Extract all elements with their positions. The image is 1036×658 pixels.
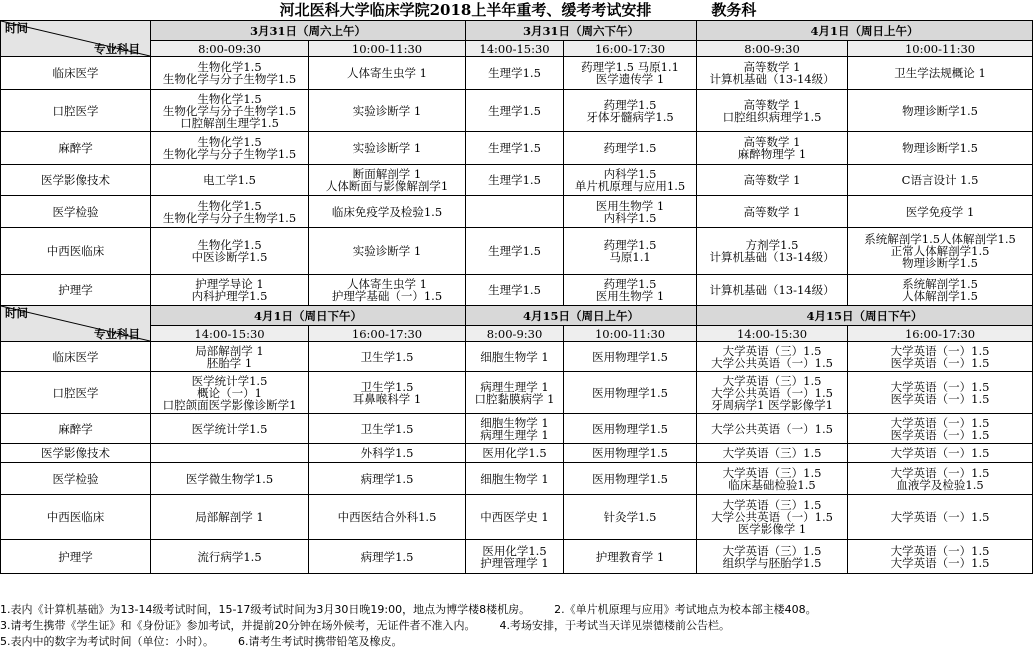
major-row [1,57,1033,90]
exam-cell [564,495,697,540]
note-6: 6.请考生考试时携带铅笔及橡皮。 [238,635,403,648]
exam-cell [151,228,309,275]
exam-subject: 计算机基础（13-14级） [709,72,835,86]
exam-subject: 实验诊断学 1 [352,141,422,155]
major-row [1,90,1033,132]
exam-subject: 高等数学 1 [743,60,801,74]
day-header: 4月15日（周日上午） [466,306,697,326]
department-text: 教务科 [711,1,757,19]
exam-subject: 单片机原理与应用1.5 [574,179,686,193]
note-4: 4.考场安排，于考试当天详见崇德楼前公告栏。 [499,619,730,632]
exam-subject: 医学微生物学1.5 [185,471,274,486]
exam-subject: 医学统计学1.5 [191,373,268,388]
exam-cell [466,342,564,372]
exam-cell [697,165,848,196]
exam-subject: 卫生学1.5 [360,379,414,394]
exam-subject: 系统解剖学1.5人体解剖学1.5 [864,232,1016,246]
exam-cell [151,165,309,196]
exam-cell [151,275,309,306]
exam-subject: 生物化学1.5 [197,238,262,252]
day-header: 3月31日（周六下午） [466,21,697,41]
exam-subject: 大学公共英语（一）1.5 [711,510,833,524]
exam-cell [466,275,564,306]
exam-subject: 医学遗传学 1 [595,72,665,86]
exam-subject: 生理学1.5 [488,173,541,187]
exam-subject: 中医诊断学1.5 [191,250,268,264]
day-header: 4月1日（周日下午） [151,306,466,326]
exam-subject: 内科学1.5 [603,210,657,225]
exam-cell [466,228,564,275]
exam-cell [848,414,1033,444]
exam-cell [466,196,564,228]
exam-subject: 物理诊断学1.5 [902,256,978,270]
day-header: 4月15日（周日下午） [697,306,1033,326]
exam-cell [848,372,1033,414]
exam-subject: 护理教育学 1 [595,549,665,564]
major-name: 医学检验 [1,463,151,495]
exam-subject: 大学公共英语（一）1.5 [711,421,833,436]
time-major-corner [1,306,151,342]
day-header-row [1,21,1033,41]
exam-cell [466,372,564,414]
exam-cell [697,372,848,414]
exam-subject: 病理学1.5 [360,471,414,486]
exam-subject: 医用化学1.5 [482,543,547,558]
exam-subject: 大学英语（一）1.5 [890,465,990,480]
exam-cell [309,275,466,306]
exam-cell [466,463,564,495]
corner-time-label: 时间 [5,306,28,320]
exam-subject: 局部解剖学 1 [195,343,264,358]
exam-cell [848,495,1033,540]
exam-cell [466,444,564,463]
exam-subject: 计算机基础（13-14级） [709,283,835,297]
exam-cell [309,165,466,196]
exam-cell [151,196,309,228]
major-name: 护理学 [1,540,151,574]
exam-cell [848,57,1033,90]
exam-subject: 生物化学与分子生物学1.5 [162,72,297,86]
exam-subject: 方剂学1.5 [745,238,799,252]
exam-cell [151,444,309,463]
exam-subject: 医用物理学1.5 [592,349,668,364]
exam-subject: 中西医结合外科1.5 [337,510,437,524]
exam-cell [564,228,697,275]
exam-subject: 护理学基础（一）1.5 [331,289,443,303]
exam-cell [151,372,309,414]
exam-cell [564,165,697,196]
exam-subject: 医学免疫学 1 [905,204,975,219]
major-row [1,275,1033,306]
major-row [1,228,1033,275]
day-header: 4月1日（周日上午） [697,21,1033,41]
exam-cell [151,414,309,444]
exam-subject: 生物化学1.5 [197,91,262,106]
exam-subject: 外科学1.5 [360,446,414,460]
schedule-table [0,20,1033,574]
exam-cell [848,90,1033,132]
exam-subject: 物理诊断学1.5 [902,141,978,155]
exam-subject: 生物化学1.5 [197,198,262,213]
exam-subject: 大学英语（一）1.5 [890,510,990,524]
exam-cell [697,342,848,372]
exam-subject: 物理诊断学1.5 [902,103,978,118]
exam-subject: 卫生学1.5 [360,349,414,364]
time-slot: 8:00-9:30 [466,326,564,342]
time-slot: 14:00-15:30 [151,326,309,342]
exam-cell [697,132,848,165]
note-5: 5.表内中的数字为考试时间（单位：小时）。 [0,635,214,648]
exam-cell [564,275,697,306]
exam-subject: 药理学1.5 [603,277,657,291]
exam-cell [309,90,466,132]
exam-subject: 高等数学 1 [743,173,801,187]
exam-subject: 人体寄生虫学 1 [347,277,427,291]
exam-subject: 医学英语（一）1.5 [890,427,990,442]
exam-cell [466,57,564,90]
exam-subject: 护理管理学 1 [480,555,549,570]
exam-cell [564,540,697,574]
exam-subject: 生物化学与分子生物学1.5 [162,210,297,225]
major-name: 临床医学 [1,57,151,90]
exam-subject: 病理生理学 1 [480,427,549,442]
exam-subject: 高等数学 1 [743,204,801,219]
exam-cell [309,444,466,463]
exam-cell [697,444,848,463]
schedule-body [1,21,1033,574]
exam-cell [697,196,848,228]
exam-cell [309,342,466,372]
exam-subject: 医用物理学1.5 [592,471,668,486]
notes-block [0,602,1036,650]
exam-subject: 系统解剖学1.5 [902,277,978,291]
sheet-title [0,0,1036,20]
exam-cell [466,132,564,165]
exam-cell [564,90,697,132]
exam-subject: 马原1.1 [609,250,651,264]
major-name: 中西医临床 [1,228,151,275]
exam-subject: 胚胎学 1 [206,355,253,370]
exam-subject: 药理学1.5 [603,238,657,252]
exam-subject: 临床基础检验1.5 [728,477,816,492]
exam-cell [466,90,564,132]
major-row [1,132,1033,165]
exam-subject: 口腔组织病理学1.5 [722,109,822,124]
exam-subject: 大学公共英语（一）1.5 [711,385,833,400]
exam-subject: 生物化学与分子生物学1.5 [162,103,297,118]
major-row [1,495,1033,540]
exam-cell [848,165,1033,196]
exam-subject: C语言设计 1.5 [901,173,979,187]
note-1: 1.表内《计算机基础》为13-14级考试时间，15-17级考试时间为3月30日晚19:00，地点为博学楼8楼机房。 [0,603,531,616]
exam-cell [564,372,697,414]
exam-subject: 人体解剖学1.5 [902,289,978,303]
note-row [0,602,1036,618]
major-name: 医学检验 [1,196,151,228]
exam-cell [564,444,697,463]
exam-cell [151,90,309,132]
exam-cell [151,342,309,372]
major-name: 中西医临床 [1,495,151,540]
exam-subject: 医用生物学 1 [595,198,665,213]
time-slot: 14:00-15:30 [466,41,564,57]
exam-cell [697,228,848,275]
exam-subject: 生理学1.5 [488,244,541,258]
time-slot: 10:00-11:30 [848,41,1033,57]
exam-subject: 断面解剖学 1 [352,167,422,181]
exam-cell [151,132,309,165]
major-row [1,540,1033,574]
exam-subject: 大学英语（一）1.5 [890,415,990,430]
exam-cell [848,228,1033,275]
exam-cell [564,132,697,165]
day-header-row [1,306,1033,326]
corner-major-label: 专业科目 [94,42,140,56]
exam-cell [466,540,564,574]
exam-cell [564,57,697,90]
major-row [1,444,1033,463]
time-slot: 8:00-09:30 [151,41,309,57]
exam-subject: 医学影像学 1 [737,522,807,536]
time-slot: 16:00-17:30 [564,41,697,57]
exam-subject: 耳鼻喉科学 1 [352,391,422,406]
exam-subject: 卫生学1.5 [360,421,414,436]
exam-cell [309,463,466,495]
exam-cell [697,495,848,540]
exam-cell [848,540,1033,574]
time-slot: 16:00-17:30 [309,326,466,342]
exam-subject: 口腔颌面医学影像诊断学1 [162,397,297,412]
exam-subject: 医用物理学1.5 [592,385,668,400]
exam-subject: 护理学导论 1 [195,277,264,291]
exam-subject: 大学英语（一）1.5 [890,379,990,394]
exam-subject: 细胞生物学 1 [480,415,549,430]
exam-subject: 大学英语（一）1.5 [890,543,990,558]
exam-subject: 内科学1.5 [603,167,657,181]
exam-subject: 大学英语（一）1.5 [890,446,990,460]
exam-subject: 口腔解剖生理学1.5 [180,115,279,130]
exam-subject: 临床免疫学及检验1.5 [331,204,443,219]
exam-cell [848,463,1033,495]
major-name: 临床医学 [1,342,151,372]
slot-header-row [1,41,1033,57]
exam-cell [466,165,564,196]
exam-subject: 病理生理学 1 [480,379,549,394]
exam-subject: 大学英语（三）1.5 [722,446,822,460]
exam-cell [309,495,466,540]
exam-subject: 组织学与胚胎学1.5 [722,555,822,570]
exam-subject: 大学英语（一）1.5 [890,555,990,570]
exam-subject: 大学英语（三）1.5 [722,543,822,558]
exam-cell [466,414,564,444]
time-slot: 8:00-9:30 [697,41,848,57]
exam-subject: 人体寄生虫学 1 [347,66,427,80]
exam-cell [848,196,1033,228]
major-name: 医学影像技术 [1,444,151,463]
note-row [0,634,1036,650]
major-row [1,463,1033,495]
exam-cell [151,495,309,540]
corner-time-label: 时间 [5,21,28,35]
exam-cell [564,463,697,495]
exam-subject: 高等数学 1 [743,135,801,149]
exam-subject: 生理学1.5 [488,66,541,80]
exam-cell [697,414,848,444]
exam-subject: 实验诊断学 1 [352,103,422,118]
exam-cell [697,275,848,306]
exam-subject: 概论（一）1 [197,385,262,400]
exam-subject: 局部解剖学 1 [195,510,264,524]
exam-subject: 药理学1.5 马原1.1 [581,60,679,74]
major-name: 口腔医学 [1,90,151,132]
exam-subject: 麻醉物理学 1 [737,147,807,161]
exam-cell [697,463,848,495]
exam-subject: 计算机基础（13-14级） [709,250,835,264]
exam-cell [697,540,848,574]
slot-header-row [1,326,1033,342]
exam-cell [309,540,466,574]
exam-subject: 大学英语（三）1.5 [722,465,822,480]
exam-cell [309,372,466,414]
exam-subject: 医学英语（一）1.5 [890,391,990,406]
exam-cell [848,275,1033,306]
exam-subject: 医学英语（一）1.5 [890,355,990,370]
exam-cell [151,540,309,574]
exam-cell [151,57,309,90]
exam-subject: 生理学1.5 [488,103,541,118]
exam-cell [564,342,697,372]
time-slot: 16:00-17:30 [848,326,1033,342]
exam-cell [697,90,848,132]
exam-subject: 人体断面与影像解剖学1 [325,179,449,193]
major-name: 医学影像技术 [1,165,151,196]
exam-subject: 大学公共英语（一）1.5 [711,355,833,370]
exam-cell [564,196,697,228]
exam-subject: 牙体牙髓病学1.5 [586,109,674,124]
major-name: 护理学 [1,275,151,306]
exam-subject: 血液学及检验1.5 [896,477,984,492]
exam-subject: 正常人体解剖学1.5 [890,244,990,258]
exam-subject: 中西医学史 1 [480,510,549,524]
exam-cell [309,414,466,444]
exam-subject: 生物化学1.5 [197,135,262,149]
exam-cell [466,495,564,540]
exam-subject: 高等数学 1 [743,97,801,112]
title-text: 河北医科大学临床学院2018上半年重考、缓考考试安排 [279,1,652,19]
exam-subject: 内科护理学1.5 [191,289,268,303]
exam-subject: 药理学1.5 [603,97,657,112]
exam-subject: 生物化学与分子生物学1.5 [162,147,297,161]
major-row [1,165,1033,196]
exam-subject: 细胞生物学 1 [480,471,549,486]
note-row [0,618,1036,634]
major-name: 麻醉学 [1,414,151,444]
exam-subject: 大学英语（三）1.5 [722,343,822,358]
exam-subject: 病理学1.5 [360,549,414,564]
note-2: 2.《单片机原理与应用》考试地点为校本部主楼408。 [554,603,817,616]
exam-cell [697,57,848,90]
exam-cell [309,57,466,90]
major-row [1,342,1033,372]
exam-subject: 药理学1.5 [603,141,657,155]
major-row [1,196,1033,228]
exam-cell [309,132,466,165]
exam-cell [309,196,466,228]
exam-subject: 医用生物学 1 [595,289,665,303]
exam-cell [848,342,1033,372]
time-slot: 10:00-11:30 [309,41,466,57]
exam-subject: 生理学1.5 [488,141,541,155]
exam-subject: 卫生学法规概论 1 [894,66,986,80]
exam-subject: 电工学1.5 [203,173,256,187]
exam-subject: 细胞生物学 1 [480,349,549,364]
exam-subject: 医用物理学1.5 [592,421,668,436]
exam-subject: 牙周病学1 医学影像学1 [711,397,833,412]
exam-subject: 流行病学1.5 [197,549,262,564]
exam-subject: 针灸学1.5 [603,510,657,524]
major-name: 麻醉学 [1,132,151,165]
note-3: 3.请考生携带《学生证》和《身份证》参加考试，并提前20分钟在场外候考，无证件者不准入内。 [0,619,476,632]
major-row [1,414,1033,444]
exam-cell [848,132,1033,165]
corner-major-label: 专业科目 [94,327,140,341]
time-slot: 14:00-15:30 [697,326,848,342]
exam-cell [309,228,466,275]
exam-subject: 实验诊断学 1 [352,244,422,258]
exam-subject: 生理学1.5 [488,283,541,297]
major-row [1,372,1033,414]
exam-subject: 生物化学1.5 [197,60,262,74]
exam-subject: 医学统计学1.5 [191,421,268,436]
exam-subject: 大学英语（一）1.5 [890,343,990,358]
exam-cell [848,444,1033,463]
exam-subject: 大学英语（三）1.5 [722,498,822,512]
exam-subject: 大学英语（三）1.5 [722,373,822,388]
exam-cell [564,414,697,444]
exam-subject: 医用化学1.5 [482,446,547,460]
day-header: 3月31日（周六上午） [151,21,466,41]
time-major-corner [1,21,151,57]
time-slot: 10:00-11:30 [564,326,697,342]
major-name: 口腔医学 [1,372,151,414]
exam-subject: 口腔黏膜病学 1 [474,391,555,406]
exam-subject: 医用物理学1.5 [592,446,668,460]
exam-cell [151,463,309,495]
